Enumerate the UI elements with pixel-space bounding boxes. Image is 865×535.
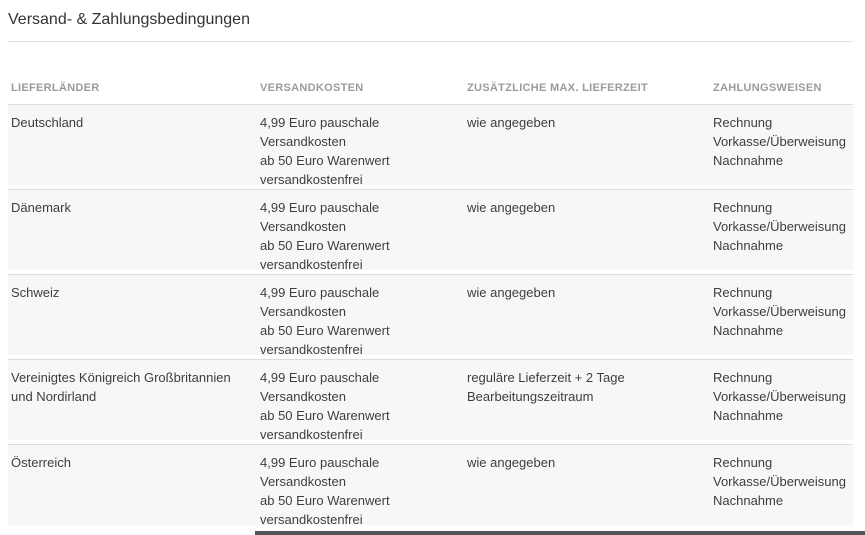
cell-line: wie angegeben [467, 285, 556, 300]
table-body [8, 104, 853, 525]
cell-delivery-time [467, 453, 713, 525]
cell-line: 4,99 Euro pauschale [260, 115, 380, 130]
cell-shipping-costs [260, 198, 467, 270]
cell-delivery-time [467, 283, 713, 355]
cell-line: Rechnung [713, 200, 773, 215]
cell-line: Vorkasse/Überweisung [713, 134, 846, 149]
cell-country [8, 453, 260, 525]
cell-line: Vereinigtes Königreich Großbritannien [11, 370, 231, 385]
cell-line: und Nordirland [11, 389, 97, 404]
cell-payment-methods [713, 198, 853, 270]
cell-line: Vorkasse/Überweisung [713, 304, 846, 319]
cell-line: Schweiz [11, 285, 60, 300]
cell-line: Dänemark [11, 200, 71, 215]
cell-delivery-time [467, 198, 713, 270]
cell-line: ab 50 Euro Warenwert [260, 408, 390, 423]
column-header-versandkosten: VERSANDKOSTEN [260, 82, 364, 94]
cell-line: Versandkosten [260, 389, 347, 404]
cell-line: Vorkasse/Überweisung [713, 389, 846, 404]
column-header-lieferlaender: LIEFERLÄNDER [11, 82, 100, 94]
cell-delivery-time [467, 368, 713, 440]
cell-line: 4,99 Euro pauschale [260, 200, 380, 215]
cell-line: Nachnahme [713, 153, 784, 168]
cell-line: Vorkasse/Überweisung [713, 474, 846, 489]
cell-line: versandkostenfrei [260, 257, 363, 272]
cell-line: versandkostenfrei [260, 172, 363, 187]
cell-line: Rechnung [713, 285, 773, 300]
cell-payment-methods [713, 113, 853, 185]
cell-country [8, 283, 260, 355]
cell-line: 4,99 Euro pauschale [260, 455, 380, 470]
cell-line: Österreich [11, 455, 71, 470]
cell-line: ab 50 Euro Warenwert [260, 323, 390, 338]
cell-line: Versandkosten [260, 304, 347, 319]
cell-delivery-time [467, 113, 713, 185]
cell-line: 4,99 Euro pauschale [260, 285, 380, 300]
cell-line: Versandkosten [260, 134, 347, 149]
cell-shipping-costs [260, 453, 467, 525]
table-row [8, 359, 853, 440]
cell-line: Deutschland [11, 115, 84, 130]
cell-line: ab 50 Euro Warenwert [260, 238, 390, 253]
cell-shipping-costs [260, 283, 467, 355]
cell-line: ab 50 Euro Warenwert [260, 153, 390, 168]
table-header-row [8, 42, 853, 104]
cell-line: Nachnahme [713, 408, 784, 423]
page-title: Versand- & Zahlungsbedingungen [8, 11, 250, 28]
column-header-zahlungsweisen: ZAHLUNGSWEISEN [713, 82, 822, 94]
table-row [8, 189, 853, 270]
shipping-conditions-table [8, 42, 853, 525]
cell-shipping-costs [260, 368, 467, 440]
cell-line: versandkostenfrei [260, 427, 363, 442]
cell-line: Versandkosten [260, 474, 347, 489]
cell-payment-methods [713, 368, 853, 440]
bottom-cutoff-bar [255, 531, 865, 535]
cell-line: wie angegeben [467, 200, 556, 215]
cell-line: Rechnung [713, 370, 773, 385]
cell-line: Vorkasse/Überweisung [713, 219, 846, 234]
cell-country [8, 368, 260, 440]
cell-line: Nachnahme [713, 238, 784, 253]
cell-shipping-costs [260, 113, 467, 185]
cell-payment-methods [713, 283, 853, 355]
cell-payment-methods [713, 453, 853, 525]
cell-line: Versandkosten [260, 219, 347, 234]
cell-line: 4,99 Euro pauschale [260, 370, 380, 385]
cell-line: versandkostenfrei [260, 342, 363, 357]
cell-line: Bearbeitungszeitraum [467, 389, 594, 404]
cell-line: versandkostenfrei [260, 512, 363, 527]
cell-line: wie angegeben [467, 455, 556, 470]
cell-line: Nachnahme [713, 323, 784, 338]
cell-line: Nachnahme [713, 493, 784, 508]
cell-line: Rechnung [713, 115, 773, 130]
cell-line: Rechnung [713, 455, 773, 470]
cell-line: wie angegeben [467, 115, 556, 130]
column-header-lieferzeit: ZUSÄTZLICHE MAX. LIEFERZEIT [467, 82, 649, 94]
cell-line: ab 50 Euro Warenwert [260, 493, 390, 508]
cell-line: reguläre Lieferzeit + 2 Tage [467, 370, 625, 385]
table-row [8, 444, 853, 525]
table-row [8, 104, 853, 185]
cell-country [8, 113, 260, 185]
cell-country [8, 198, 260, 270]
table-row [8, 274, 853, 355]
